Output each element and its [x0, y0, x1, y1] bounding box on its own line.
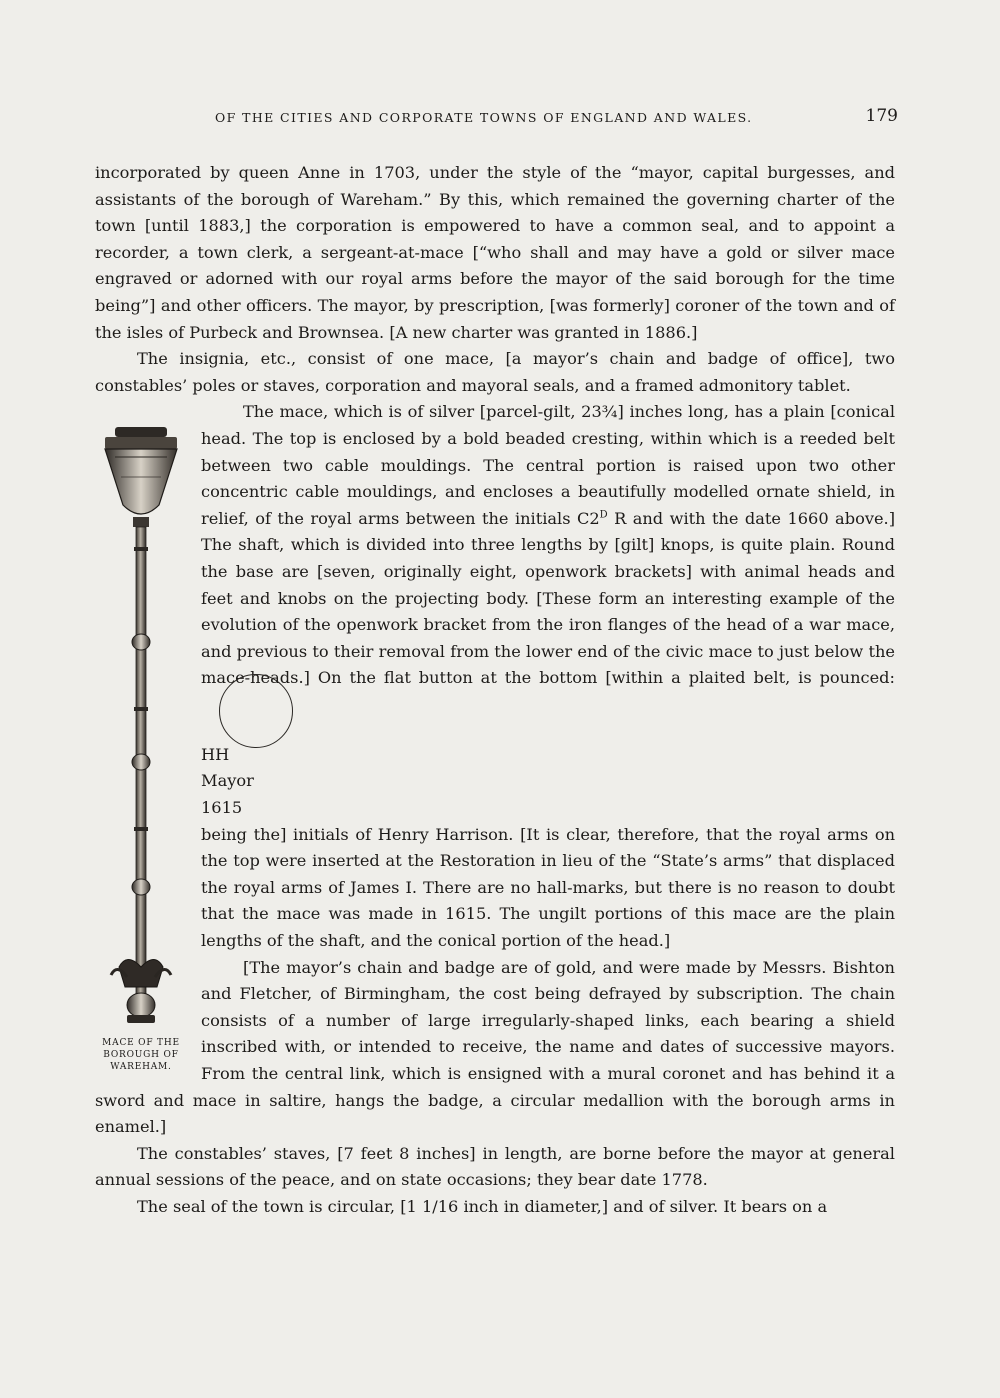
- paragraph-4: [The mayor’s chain and badge are of gold, and were made by Messrs. Bishton and Fletcher, of Birmingham, the cost being defrayed by subscription. The chain consists of a number of large irregularly-shaped links, each bearing a shield inscribed with, or intended to receive, the name and dates of successive mayors. From the central link, which is ensigned with a mural coronet and has behind it a sword and mace in saltire, hangs the badge, a circular medallion with the borough arms in enamel.]: [95, 957, 895, 1137]
- page-number: 179: [865, 106, 898, 126]
- mace-head: [105, 449, 177, 514]
- mace-cresting: [115, 427, 167, 437]
- stamp-year: 1615: [201, 798, 243, 818]
- mace-knop-1: [132, 634, 150, 650]
- paragraph-2: The insignia, etc., consist of one mace, [a mayor’s chain and badge of office], two constables’ poles or staves, corporation and mayoral seals, and a framed admonitory tablet.: [95, 349, 895, 395]
- running-head: OF THE CITIES AND CORPORATE TOWNS OF ENGLAND AND WALES.: [215, 110, 753, 125]
- mace-drawing: [97, 427, 185, 1027]
- mace-knop-3: [132, 879, 150, 895]
- mace-neck: [133, 517, 149, 527]
- body-text: incorporated by queen Anne in 1703, under the style of the “mayor, capital burgesses, and assistants of the borough of Wareham.” By this, which remained the governing charter of the town [until 1883,] the corporation is empowered to have a common seal, and to appoint a recorder, a town clerk, a sergeant-at-mace [“who shall and may have a gold or silver mace engraved or adorned with our royal arms before the mayor of the said borough for the time being”] and other officers. The mayor, by prescription, [was formerly] coroner of the town and of the isles of Purbeck and Brownsea. [A new charter was granted in 1886.] The insignia, etc., consist of one mace, [a mayor’s chain and badge of office], two constables’ poles or staves, corporation and mayoral seals, and a framed admonitory tablet. MACE OF THE BOROUGH OF WAREHAM. The mace, which is of silver [parcel-gilt, 23¾] inches long, has a plain [conical head. The top is enclosed by a bold beaded cresting, within which is a reeded belt between two cable mouldings. The central portion is raised upon two other concentric cable mouldings, and encloses a beautifully modelled ornate shield, in relief, of the royal arms between the initials $C2^D$ R and with the date 1660 above.] The shaft, which is divided into three lengths by [gilt] knops, is quite plain. Round the base are [seven, originally eight, openwork brackets] with animal heads and feet and knobs on the projecting body. [These form an interesting example of the evolution of the openwork bracket from the iron flanges of the head of a war mace, and previous to their removal from the lower end of the civic mace to just below the mace-heads.] On the flat button at the bottom [within a plaited belt, is pounced: HH Mayor 1615 being the] initials of Henry Harrison. [It is clear, therefore, that the royal arms on the top were inserted at the Restoration in lieu of the “State’s arms” that displaced the royal arms of James I. There are no hall-marks, but there is no reason to doubt that the mace was made in 1615. The ungilt portions of this mace are the plain lengths of the shaft, and the conical portion of the head.] [The mayor’s chain and badge are of gold, and were made by Messrs. Bishton and Fletcher, of Birmingham, the cost being defrayed by subscription. The chain consists of a number of large irregularly-shaped links, each bearing a shield inscribed with, or intended to receive, the name and dates of successive mayors. From the central link, which is ensigned with a mural coronet and has behind it a sword and mace in saltire, hangs the badge, a circular medallion with the borough arms in enamel.] The constables’ staves, [7 feet 8 inches] in length, are borne before the mayor at general annual sessions of the peace, and on state occasions; they bear date 1778. The seal of the town is circular, [1 1/16 inch in diameter,] and of silver. It bears on a: [95, 160, 895, 1221]
- stamp-mayor: Mayor: [201, 771, 254, 791]
- stamp-initials: HH: [201, 744, 230, 764]
- mace-rim: [105, 437, 177, 449]
- mace-base-button: [127, 993, 155, 1017]
- paragraph-5: The constables’ staves, [7 feet 8 inches] in length, are borne before the mayor at general annual sessions of the peace, and on state occasions; they bear date 1778.: [95, 1143, 895, 1190]
- figure-caption: MACE OF THE BOROUGH OF WAREHAM.: [102, 1038, 180, 1073]
- mace-illustration: [89, 427, 193, 1079]
- paragraph-1: incorporated by queen Anne in 1703, under the style of the “mayor, capital burgesses, and assistants of the borough of Wareham.” By this, which remained the governing charter of the town [until 1883,] the corporation is empowered to have a common seal, and to appoint a recorder, a town clerk, a sergeant-at-mace [“who shall and may have a gold or silver mace engraved or adorned with our royal arms before the mayor of the said borough for the time being”] and other officers. The mayor, by prescription, [was formerly] coroner of the town and of the isles of Purbeck and Brownsea. [A new charter was granted in 1886.]: [95, 163, 895, 342]
- mayor-stamp: [219, 674, 293, 748]
- paragraph-3: The mace, which is of silver [parcel-gilt, 23¾] inches long, has a plain [conical head. The top is enclosed by a bold beaded cresting, within which is a reeded belt between two cable mouldings. The central portion is raised upon two other concentric cable mouldings, and encloses a beautifully modelled ornate shield, in relief, of the royal arms between the initials $C2^D$ R and with the date 1660 above.] The shaft, which is divided into three lengths by [gilt] knops, is quite plain. Round the base are [seven, originally eight, openwork brackets] with animal heads and feet and knobs on the projecting body. [These form an interesting example of the evolution of the openwork bracket from the iron flanges of the head of a war mace, and previous to their removal from the lower end of the civic mace to just below the mace-heads.] On the flat button at the bottom [within a plaited belt, is pounced:: [95, 399, 895, 742]
- page-header: [100, 106, 900, 130]
- paragraph-6: The seal of the town is circular, [1 1/16 inch in diameter,] and of silver. It bears on a: [137, 1196, 828, 1216]
- mace-knop-2: [132, 754, 150, 770]
